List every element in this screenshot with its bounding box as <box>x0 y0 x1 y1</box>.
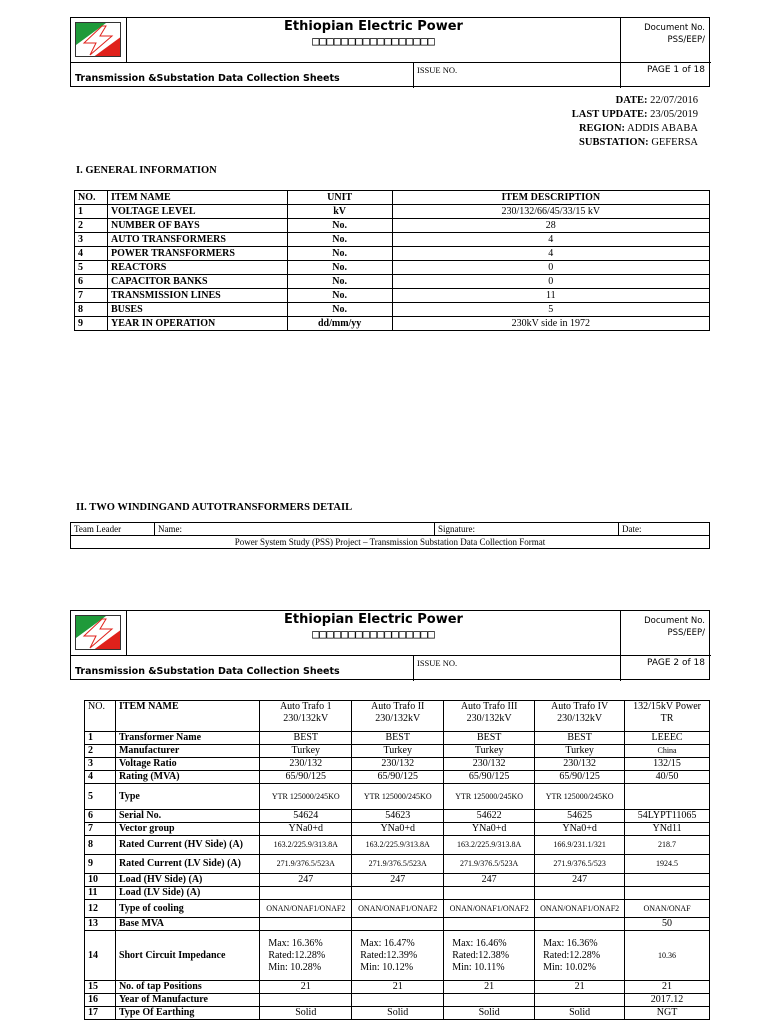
row-item-name: Load (HV Side) (A) <box>115 874 259 887</box>
row-item-name: Type <box>115 784 259 810</box>
row-value <box>444 994 535 1007</box>
row-item-name: REACTORS <box>107 261 287 275</box>
region-line <box>572 122 698 136</box>
tx-col-auto2: Auto Trafo II 230/132kV <box>352 701 444 732</box>
row-value <box>444 887 535 900</box>
tx-col-auto4: Auto Trafo IV 230/132kV <box>535 701 625 732</box>
row-value: BEST <box>444 732 535 745</box>
row-value: 21 <box>535 981 625 994</box>
row-value: 271.9/376.5/523A <box>444 855 535 874</box>
name-field: Name: <box>155 523 435 536</box>
row-value: Solid <box>260 1007 352 1020</box>
company-name-native: □□□□□□□□□□□□□□□□□ <box>312 34 435 48</box>
row-item-name: Vector group <box>115 823 259 836</box>
row-value <box>625 784 710 810</box>
table-row <box>85 874 710 887</box>
row-no: 5 <box>85 784 116 810</box>
row-item-name: Rated Current (HV Side) (A) <box>115 836 259 855</box>
row-value <box>260 994 352 1007</box>
row-value: 132/15 <box>625 758 710 771</box>
table-row <box>85 836 710 855</box>
section-transformers-heading: II. TWO WINDINGAND AUTOTRANSFORMERS DETAIL <box>76 502 353 513</box>
table-row <box>85 887 710 900</box>
row-value: 50 <box>625 918 710 931</box>
row-value: YNa0+d <box>535 823 625 836</box>
row-value: YNa0+d <box>444 823 535 836</box>
page-number: PAGE 1 of 18 <box>647 65 705 75</box>
issue-no: ISSUE NO. <box>413 63 621 88</box>
row-no: 3 <box>85 758 116 771</box>
row-value: 54624 <box>260 810 352 823</box>
row-value: China <box>625 745 710 758</box>
row-value <box>535 918 625 931</box>
row-item-name: Manufacturer <box>115 745 259 758</box>
row-item-name: Type Of Earthing <box>115 1007 259 1020</box>
row-value: YNd11 <box>625 823 710 836</box>
update-line <box>572 108 698 122</box>
company-name: Ethiopian Electric Power <box>284 19 463 34</box>
document-number <box>621 18 711 62</box>
row-value: YTR 125000/245KO <box>352 784 444 810</box>
row-no: 12 <box>85 900 116 918</box>
row-value: 166.9/231.1/321 <box>535 836 625 855</box>
row-no: 3 <box>75 233 108 247</box>
update-label: LAST UPDATE: <box>571 109 648 120</box>
row-value: Turkey <box>352 745 444 758</box>
title-cell-2 <box>127 611 621 655</box>
row-value: Turkey <box>260 745 352 758</box>
row-description: 0 <box>392 261 709 275</box>
row-value: 21 <box>260 981 352 994</box>
row-no: 4 <box>85 771 116 784</box>
row-value: 230/132 <box>352 758 444 771</box>
col-no: NO. <box>75 191 108 205</box>
row-value: 65/90/125 <box>352 771 444 784</box>
row-item-name: YEAR IN OPERATION <box>107 317 287 331</box>
row-no: 8 <box>75 303 108 317</box>
row-value: 163.2/225.9/313.8A <box>352 836 444 855</box>
table-row <box>85 931 710 981</box>
doc-number: PSS/EEP/ <box>667 35 705 45</box>
row-value: 247 <box>352 874 444 887</box>
row-value: 21 <box>444 981 535 994</box>
row-no: 16 <box>85 994 116 1007</box>
col-description: ITEM DESCRIPTION <box>392 191 709 205</box>
row-no: 7 <box>75 289 108 303</box>
row-value: 271.9/376.5/523A <box>352 855 444 874</box>
row-value: ONAN/ONAF1/ONAF2 <box>260 900 352 918</box>
date-field: Date: <box>622 524 642 534</box>
row-value: NGT <box>625 1007 710 1020</box>
row-value: 10.36 <box>625 931 710 981</box>
row-item-name: CAPACITOR BANKS <box>107 275 287 289</box>
row-value <box>535 994 625 1007</box>
row-no: 4 <box>75 247 108 261</box>
table-row <box>85 810 710 823</box>
page-header-1 <box>70 17 710 87</box>
row-description: 0 <box>392 275 709 289</box>
row-description: 230/132/66/45/33/15 kV <box>392 205 709 219</box>
row-unit: kV <box>287 205 392 219</box>
eep-logo-icon <box>75 615 121 650</box>
table-row <box>75 275 710 289</box>
row-value: ONAN/ONAF <box>625 900 710 918</box>
general-header-row <box>75 191 710 205</box>
row-value: 65/90/125 <box>444 771 535 784</box>
title-cell <box>127 18 621 62</box>
row-item-name: Load (LV Side) (A) <box>115 887 259 900</box>
row-value: 54LYPT11065 <box>625 810 710 823</box>
row-value: Turkey <box>535 745 625 758</box>
col-item-name: ITEM NAME <box>107 191 287 205</box>
row-item-name: Rated Current (LV Side) (A) <box>115 855 259 874</box>
team-leader-label: Team Leader <box>71 523 155 536</box>
row-value: 1924.5 <box>625 855 710 874</box>
row-value: 163.2/225.9/313.8A <box>260 836 352 855</box>
row-no: 9 <box>75 317 108 331</box>
document-info <box>572 94 698 150</box>
table-row <box>75 289 710 303</box>
row-no: 17 <box>85 1007 116 1020</box>
row-value <box>352 994 444 1007</box>
tx-col-item: ITEM NAME <box>115 701 259 732</box>
row-item-name: BUSES <box>107 303 287 317</box>
logo-cell <box>71 18 127 62</box>
row-value <box>352 918 444 931</box>
row-value: 40/50 <box>625 771 710 784</box>
substation-value: GEFERSA <box>648 137 698 148</box>
row-description: 11 <box>392 289 709 303</box>
table-row <box>85 1007 710 1020</box>
table-row <box>75 317 710 331</box>
row-item-name: No. of tap Positions <box>115 981 259 994</box>
table-row <box>85 745 710 758</box>
row-value: 54625 <box>535 810 625 823</box>
table-row <box>85 918 710 931</box>
row-no: 2 <box>85 745 116 758</box>
row-no: 7 <box>85 823 116 836</box>
row-value: 65/90/125 <box>260 771 352 784</box>
table-row <box>75 303 710 317</box>
table-row <box>75 205 710 219</box>
tx-col-no: NO. <box>85 701 116 732</box>
row-value: 163.2/225.9/313.8A <box>444 836 535 855</box>
row-no: 2 <box>75 219 108 233</box>
row-value: YTR 125000/245KO <box>444 784 535 810</box>
row-no: 6 <box>75 275 108 289</box>
table-row <box>85 981 710 994</box>
project-line: Power System Study (PSS) Project – Transmission Substation Data Collection Format <box>234 537 546 547</box>
row-item-name: Voltage Ratio <box>115 758 259 771</box>
row-value: YTR 125000/245KO <box>535 784 625 810</box>
row-unit: No. <box>287 289 392 303</box>
row-no: 9 <box>85 855 116 874</box>
row-value: 247 <box>535 874 625 887</box>
row-value: 247 <box>444 874 535 887</box>
row-value <box>260 887 352 900</box>
row-no: 15 <box>85 981 116 994</box>
row-value: YNa0+d <box>352 823 444 836</box>
row-value: BEST <box>260 732 352 745</box>
doc-label: Document No. <box>644 23 705 33</box>
row-item-name: Serial No. <box>115 810 259 823</box>
row-value: BEST <box>535 732 625 745</box>
row-description: 230kV side in 1972 <box>392 317 709 331</box>
row-value: 2017.12 <box>625 994 710 1007</box>
doc-number: PSS/EEP/ <box>667 628 705 638</box>
date-line <box>572 94 698 108</box>
table-row <box>85 771 710 784</box>
row-value <box>444 918 535 931</box>
row-description: 28 <box>392 219 709 233</box>
logo-cell-2 <box>71 611 127 655</box>
transformer-header-row <box>85 701 710 732</box>
row-item-name: Base MVA <box>115 918 259 931</box>
row-value: Solid <box>352 1007 444 1020</box>
doc-label: Document No. <box>644 616 705 626</box>
row-value: 21 <box>352 981 444 994</box>
tx-col-power-tr: 132/15kV Power TR <box>625 701 710 732</box>
eep-logo-icon <box>75 22 121 57</box>
section-general-heading: I. GENERAL INFORMATION <box>76 165 217 176</box>
row-value: 230/132 <box>535 758 625 771</box>
row-no: 13 <box>85 918 116 931</box>
table-row <box>75 247 710 261</box>
row-no: 11 <box>85 887 116 900</box>
row-unit: No. <box>287 219 392 233</box>
tx-col-auto3: Auto Trafo III 230/132kV <box>444 701 535 732</box>
row-value: 54622 <box>444 810 535 823</box>
table-row <box>75 219 710 233</box>
row-item-name: TRANSMISSION LINES <box>107 289 287 303</box>
row-item-name: Short Circuit Impedance <box>115 931 259 981</box>
row-value: 218.7 <box>625 836 710 855</box>
row-no: 10 <box>85 874 116 887</box>
row-value: ONAN/ONAF1/ONAF2 <box>444 900 535 918</box>
row-value: 247 <box>260 874 352 887</box>
row-value: Solid <box>444 1007 535 1020</box>
row-item-name: AUTO TRANSFORMERS <box>107 233 287 247</box>
row-value: Max: 16.36% Rated:12.28% Min: 10.28% <box>260 931 352 981</box>
page-footer <box>70 522 710 549</box>
row-value <box>352 887 444 900</box>
row-value: Max: 16.46% Rated:12.38% Min: 10.11% <box>444 931 535 981</box>
row-value: 271.9/376.5/523A <box>260 855 352 874</box>
row-value: Solid <box>535 1007 625 1020</box>
row-description: 5 <box>392 303 709 317</box>
table-row <box>75 261 710 275</box>
table-row <box>85 784 710 810</box>
row-no: 1 <box>85 732 116 745</box>
row-value: ONAN/ONAF1/ONAF2 <box>352 900 444 918</box>
row-value: 21 <box>625 981 710 994</box>
row-no: 5 <box>75 261 108 275</box>
substation-line <box>572 136 698 150</box>
row-value <box>625 887 710 900</box>
table-row <box>85 900 710 918</box>
signature-field: Signature: <box>435 523 619 536</box>
row-item-name: NUMBER OF BAYS <box>107 219 287 233</box>
row-value <box>625 874 710 887</box>
row-no: 6 <box>85 810 116 823</box>
general-info-table <box>74 190 710 331</box>
page-number: PAGE 2 of 18 <box>647 658 705 668</box>
row-value <box>260 918 352 931</box>
transformer-detail-table <box>84 700 710 1020</box>
row-value: LEEEC <box>625 732 710 745</box>
company-name-native: □□□□□□□□□□□□□□□□□ <box>312 627 435 641</box>
row-value: ONAN/ONAF1/ONAF2 <box>535 900 625 918</box>
row-item-name: Rating (MVA) <box>115 771 259 784</box>
row-value: 230/132 <box>260 758 352 771</box>
date-label: DATE: <box>615 95 648 106</box>
row-description: 4 <box>392 247 709 261</box>
row-item-name: Transformer Name <box>115 732 259 745</box>
row-value: 230/132 <box>444 758 535 771</box>
sheet-row-2 <box>71 655 711 681</box>
row-description: 4 <box>392 233 709 247</box>
row-unit: No. <box>287 247 392 261</box>
row-value: YTR 125000/245KO <box>260 784 352 810</box>
table-row <box>75 233 710 247</box>
region-value: ADDIS ABABA <box>625 123 698 134</box>
row-item-name: Year of Manufacture <box>115 994 259 1007</box>
row-unit: dd/mm/yy <box>287 317 392 331</box>
row-unit: No. <box>287 303 392 317</box>
row-no: 1 <box>75 205 108 219</box>
row-item-name: VOLTAGE LEVEL <box>107 205 287 219</box>
update-value: 23/05/2019 <box>647 109 698 120</box>
footer-signoff-row <box>71 523 709 536</box>
row-unit: No. <box>287 261 392 275</box>
row-value: 271.9/376.5/523 <box>535 855 625 874</box>
row-value: 65/90/125 <box>535 771 625 784</box>
col-unit: UNIT <box>287 191 392 205</box>
issue-no: ISSUE NO. <box>413 656 621 681</box>
sheet-row <box>71 62 711 88</box>
date-value: 22/07/2016 <box>647 95 698 106</box>
company-name: Ethiopian Electric Power <box>284 612 463 627</box>
row-value: YNa0+d <box>260 823 352 836</box>
table-row <box>85 855 710 874</box>
row-no: 8 <box>85 836 116 855</box>
sheet-title: Transmission &Substation Data Collection Sheets <box>75 73 340 84</box>
row-item-name: Type of cooling <box>115 900 259 918</box>
row-value: Max: 16.36% Rated:12.28% Min: 10.02% <box>535 931 625 981</box>
row-no: 14 <box>85 931 116 981</box>
table-row <box>85 823 710 836</box>
row-value: Max: 16.47% Rated:12.39% Min: 10.12% <box>352 931 444 981</box>
row-value <box>535 887 625 900</box>
table-row <box>85 732 710 745</box>
row-unit: No. <box>287 275 392 289</box>
row-unit: No. <box>287 233 392 247</box>
tx-col-auto1: Auto Trafo 1 230/132kV <box>260 701 352 732</box>
substation-label: SUBSTATION: <box>579 137 649 148</box>
region-label: REGION: <box>578 123 626 134</box>
row-item-name: POWER TRANSFORMERS <box>107 247 287 261</box>
table-row <box>85 758 710 771</box>
document-number-2 <box>621 611 711 655</box>
row-value: Turkey <box>444 745 535 758</box>
row-value: BEST <box>352 732 444 745</box>
sheet-title: Transmission &Substation Data Collection Sheets <box>75 666 340 677</box>
table-row <box>85 994 710 1007</box>
row-value: 54623 <box>352 810 444 823</box>
page-header-2 <box>70 610 710 680</box>
